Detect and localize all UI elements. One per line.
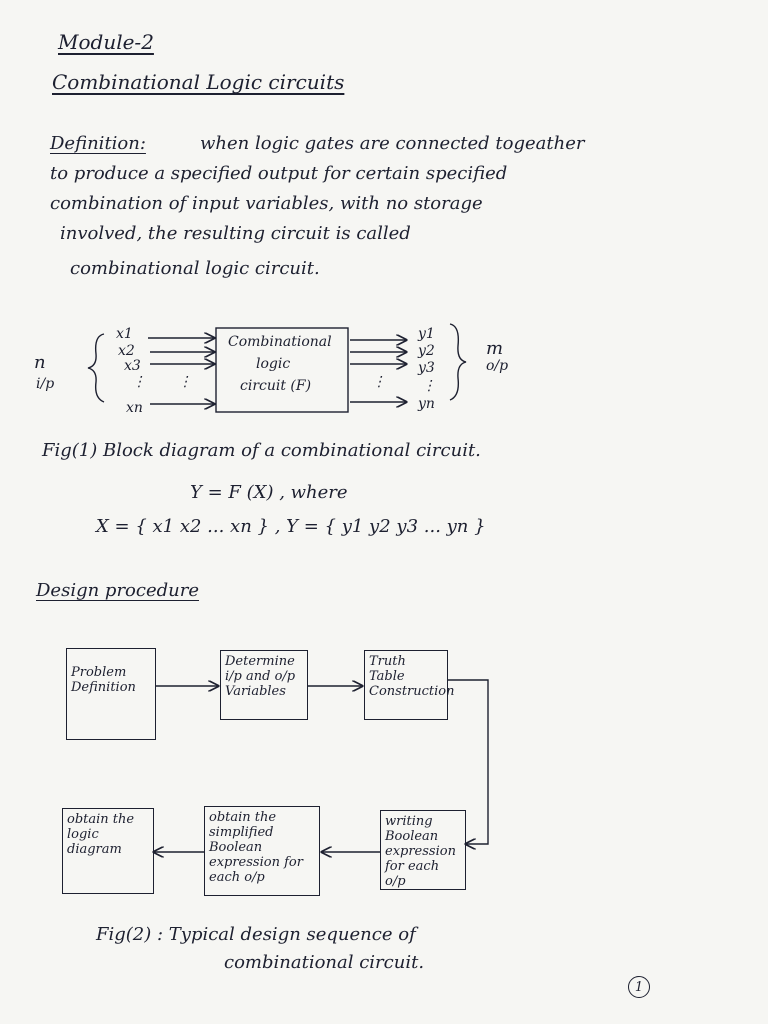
equation-y-equals-fx: Y = F (X) , where <box>190 482 348 503</box>
definition-line-1: when logic gates are connected togeather <box>200 133 585 154</box>
fig2-caption-line-2: combinational circuit. <box>224 952 425 973</box>
flow-step-truth-table: Truth Table Construction <box>364 650 448 720</box>
fig1-caption: Fig(1) Block diagram of a combinational circuit. <box>42 440 481 461</box>
inputs-label: i/p <box>36 376 55 392</box>
output-inner-dots: ⋮ <box>372 374 386 390</box>
definition-line-4: involved, the resulting circuit is called <box>60 223 411 244</box>
output-y3: y3 <box>418 360 435 376</box>
flow-step-simplified-boolean: obtain the simplified Boolean expression for each o/p <box>204 806 320 896</box>
block-box-line-1: Combinational <box>228 334 332 350</box>
module-title: Module-2 <box>58 30 154 54</box>
input-x2: x2 <box>118 343 135 359</box>
output-y1: y1 <box>418 326 435 342</box>
equation-sets: X = { x1 x2 ... xn } , Y = { y1 y2 y3 ... yn } <box>96 516 486 537</box>
block-box-line-3: circuit (F) <box>240 378 312 394</box>
output-y2: y2 <box>418 343 435 359</box>
design-procedure-heading: Design procedure <box>36 580 199 601</box>
input-x3: x3 <box>124 358 141 374</box>
input-x1: x1 <box>116 326 133 342</box>
page-number-badge: 1 <box>628 976 650 998</box>
flow-step-logic-diagram: obtain the logic diagram <box>62 808 154 894</box>
fig2-caption-line-1: Fig(2) : Typical design sequence of <box>96 924 416 945</box>
flow-step-determine-io: Determine i/p and o/p Variables <box>220 650 308 720</box>
definition-line-5: combinational logic circuit. <box>70 258 320 279</box>
outputs-count-m: m <box>486 338 504 359</box>
input-xn: xn <box>126 400 143 416</box>
definition-line-2: to produce a specified output for certain specified <box>50 163 508 184</box>
output-yn: yn <box>418 396 435 412</box>
definition-label: Definition: <box>50 133 146 154</box>
output-dots: ⋮ <box>422 378 436 394</box>
flow-step-writing-boolean: writing Boolean expression for each o/p <box>380 810 466 890</box>
block-box-line-2: logic <box>256 356 291 372</box>
topic-title: Combinational Logic circuits <box>52 70 345 94</box>
flow-step-problem-definition: Problem Definition <box>66 648 156 740</box>
input-inner-dots: ⋮ <box>178 374 192 390</box>
inputs-count-n: n <box>34 352 46 373</box>
input-dots: ⋮ <box>132 374 146 390</box>
outputs-label: o/p <box>486 358 509 374</box>
definition-line-3: combination of input variables, with no storage <box>50 193 483 214</box>
